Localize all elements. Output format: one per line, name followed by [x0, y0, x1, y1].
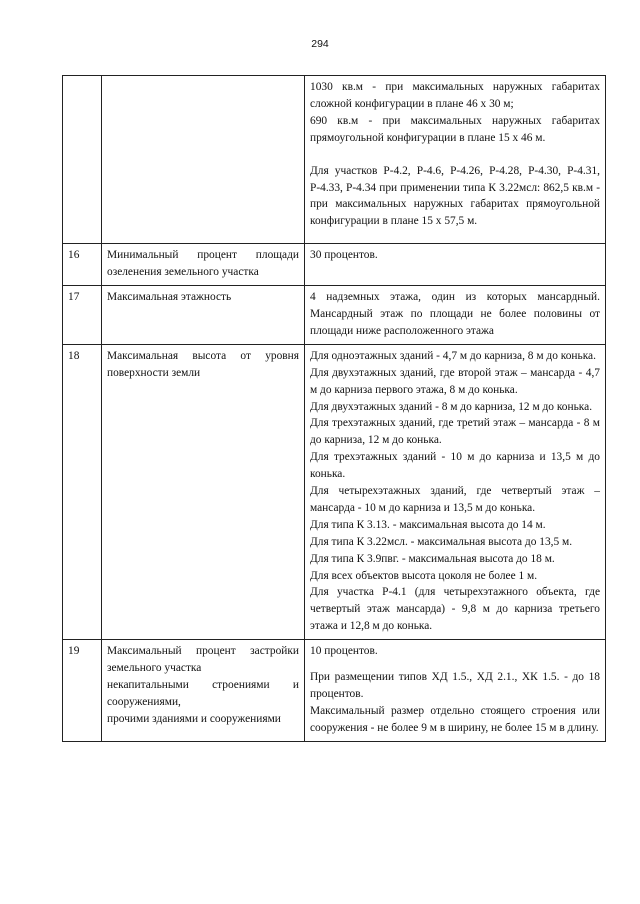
value-paragraph: Для трехэтажных зданий - 10 м до карниза и 13,5 м до конька.: [310, 451, 600, 481]
row-parameter: [102, 640, 305, 742]
value-paragraph: Для четырехэтажных зданий, где четвертый этаж – мансарда - 10 м до карниза и 13,5 м до конька.: [310, 485, 600, 514]
row-number: [63, 76, 102, 244]
value-paragraph: Для типа К 3.9пвг. - максимальная высота до 18 м.: [310, 552, 555, 565]
table-row: [63, 286, 606, 345]
value-paragraph: Максимальный размер отдельно стоящего строения или сооружения - не более 9 м в ширину, не более 15 м в длину.: [310, 704, 600, 734]
parameter-line: Максимальный процент застройки земельного участка: [107, 645, 299, 675]
row-number: 16: [63, 244, 102, 286]
table-row: [63, 76, 606, 244]
row-number: 19: [63, 640, 102, 742]
regulations-table: [62, 75, 606, 742]
row-number: 18: [63, 344, 102, 639]
value-paragraph: Для типа К 3.22мсл. - максимальная высота до 13,5 м.: [310, 535, 573, 548]
parameter-line: прочими зданиями и сооружениями: [107, 712, 281, 725]
row-number: 17: [63, 286, 102, 345]
value-paragraph: При размещении типов ХД 1.5., ХД 2.1., ХК 1.5. - до 18 процентов.: [310, 671, 600, 700]
value-paragraph: Для трехэтажных зданий, где третий этаж – мансарда - 8 м до карниза, 12 м до конька.: [310, 417, 600, 447]
row-parameter: Максимальная высота от уровня поверхности земли: [102, 344, 305, 639]
value-paragraph: Для типа К 3.13. - максимальная высота до 14 м.: [310, 518, 546, 531]
row-value: [305, 76, 606, 244]
value-paragraph: Для участков Р-4.2, Р-4.6, Р-4.26, Р-4.28, Р-4.30, Р-4.31, Р-4.33, Р-4.34 при применении типа К 3.22мсл: 862,5 кв.м - при максимальных наружных габаритах прямоугольной конфигурации в плане 15 х 57,5 м.: [310, 164, 600, 228]
value-paragraph: Для всех объектов высота цоколя не более 1 м.: [310, 569, 538, 582]
parameter-line: некапитальными строениями и сооружениями,: [107, 679, 299, 708]
row-parameter: [102, 76, 305, 244]
value-paragraph: 690 кв.м - при максимальных наружных габаритах прямоугольной конфигурации в плане 15 х 46 м.: [310, 114, 600, 144]
page-number: 294: [311, 38, 329, 50]
row-parameter: Максимальная этажность: [102, 286, 305, 345]
value-paragraph: Для двухэтажных зданий, где второй этаж – мансарда - 4,7 м до карниза первого этажа, 8 м до конька.: [310, 366, 600, 396]
row-value: [305, 244, 606, 286]
value-paragraph: 10 процентов.: [310, 645, 378, 658]
row-value: [305, 640, 606, 742]
table-row: [63, 640, 606, 742]
value-paragraph: Для двухэтажных зданий - 8 м до карниза, 12 м до конька.: [310, 400, 593, 413]
row-value: [305, 344, 606, 639]
row-value: [305, 286, 606, 345]
table-row: [63, 244, 606, 286]
value-paragraph: 1030 кв.м - при максимальных наружных габаритах сложной конфигурации в плане 46 х 30 м;: [310, 81, 600, 110]
table-row: [63, 344, 606, 639]
value-paragraph: Для участка Р-4.1 (для четырехэтажного объекта, где четвертый этаж мансарда) - 9,8 м до карниза третьего этажа и 12,8 м до конька.: [310, 586, 600, 633]
value-paragraph: 4 надземных этажа, один из которых мансардный. Мансардный этаж по площади не более половины от площади ниже расположенного этажа: [310, 291, 600, 337]
row-parameter: Минимальный процент площади озеленения земельного участка: [102, 244, 305, 286]
value-paragraph: 30 процентов.: [310, 249, 378, 262]
value-paragraph: Для одноэтажных зданий - 4,7 м до карниза, 8 м до конька.: [310, 349, 596, 362]
